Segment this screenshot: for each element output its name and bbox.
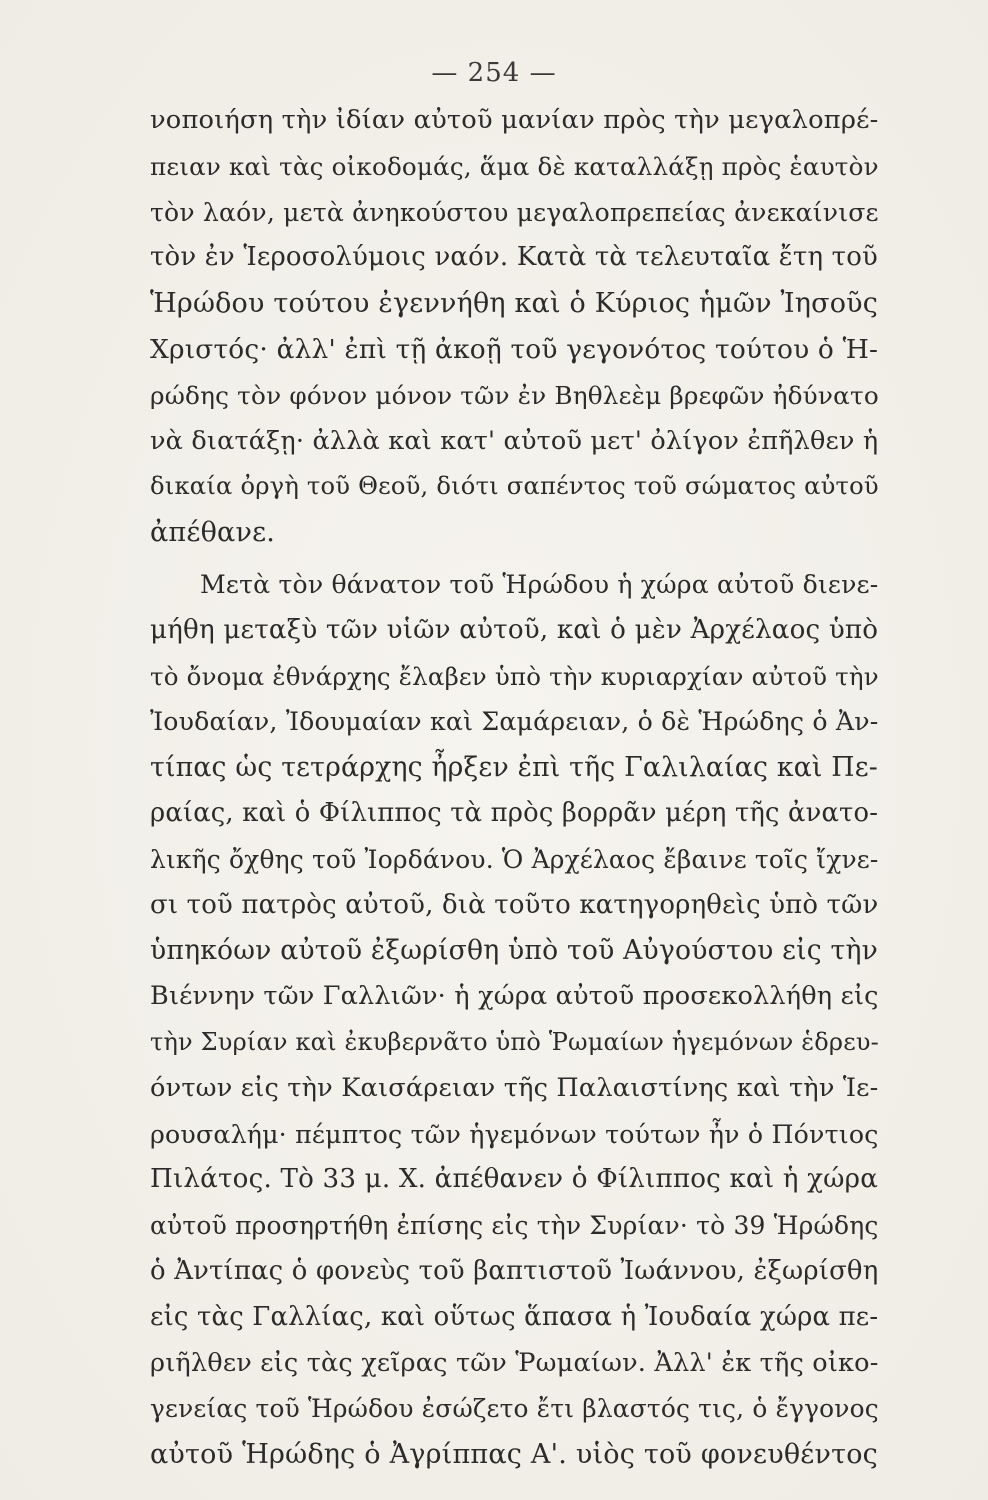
text-line: ὁ Ἀντίπας ὁ φονεὺς τοῦ βαπτιστοῦ Ἰωάννου, ἐξωρίσθη (150, 1255, 879, 1286)
text-line: Ἡρώδου τούτου ἐγεννήθη καὶ ὁ Κύριος ἡμῶν Ἰησοῦς (150, 288, 878, 320)
text-line: ρώδης τὸν φόνον μόνον τῶν ἐν Βηθλεὲμ βρεφῶν ἠδύνατο (150, 380, 879, 410)
text-line: τὴν Συρίαν καὶ ἐκυβερνᾶτο ὑπὸ Ῥωμαίων ἡγεμόνων ἑδρευ- (150, 1027, 879, 1056)
text-line: γενείας τοῦ Ἡρώδου ἐσώζετο ἔτι βλαστός τις, ὁ ἔγγονος (150, 1394, 879, 1424)
text-line: όντων εἰς τὴν Καισάρειαν τῆς Παλαιστίνης καὶ τὴν Ἱε- (150, 1072, 879, 1103)
body-text (150, 98, 878, 1478)
text-line: ὑπηκόων αὐτοῦ ἐξωρίσθη ὑπὸ τοῦ Αὐγούστου εἰς τὴν (150, 935, 878, 967)
text-line: Χριστός· ἀλλ' ἐπὶ τῇ ἀκοῇ τοῦ γεγονότος τούτου ὁ Ἡ- (150, 333, 879, 365)
text-line: Πιλάτος. Τὸ 33 μ. Χ. ἀπέθανεν ὁ Φίλιππος καὶ ἡ χώρα (150, 1164, 879, 1195)
text-line: τὸν λαόν, μετὰ ἀνηκούστου μεγαλοπρεπείας ἀνεκαίνισε (150, 197, 879, 227)
page-number: — 254 — (431, 58, 557, 88)
text-line: ἀπέθανε. (150, 517, 276, 549)
text-line: σι τοῦ πατρὸς αὐτοῦ, διὰ τοῦτο κατηγορηθεὶς ὑπὸ τῶν (150, 889, 879, 920)
text-line: τὸ ὄνομα ἐθνάρχης ἔλαβεν ὑπὸ τὴν κυριαρχίαν αὐτοῦ τὴν (150, 661, 879, 691)
paragraph (150, 98, 878, 556)
text-line: αὐτοῦ Ἡρώδης ὁ Ἀγρίππας Α'. υἱὸς τοῦ φονευθέντος (150, 1439, 878, 1471)
text-line: πειαν καὶ τὰς οἰκοδομάς, ἅμα δὲ καταλλάξῃ πρὸς ἑαυτὸν (150, 151, 879, 181)
text-line: μήθη μεταξὺ τῶν υἱῶν αὐτοῦ, καὶ ὁ μὲν Ἀρχέλαος ὑπὸ (150, 614, 879, 645)
text-line: ριῆλθεν εἰς τὰς χεῖρας τῶν Ῥωμαίων. Ἀλλ' ἐκ τῆς οἰκο- (150, 1347, 879, 1378)
text-line: Μετὰ τὸν θάνατον τοῦ Ἡρώδου ἡ χώρα αὐτοῦ διενε- (200, 569, 879, 599)
text-line: Ἰουδαίαν, Ἰδουμαίαν καὶ Σαμάρειαν, ὁ δὲ Ἡρώδης ὁ Ἀν- (150, 707, 879, 737)
text-line: νὰ διατάξῃ· ἀλλὰ καὶ κατ' αὐτοῦ μετ' ὀλίγον ἐπῆλθεν ἡ (150, 425, 879, 456)
text-line: τίπας ὡς τετράρχης ἦρξεν ἐπὶ τῆς Γαλιλαίας καὶ Πε- (150, 752, 878, 784)
text-line: λικῆς ὄχθης τοῦ Ἰορδάνου. Ὁ Ἀρχέλαος ἔβαινε τοῖς ἴχνε- (150, 844, 879, 874)
text-line: αὐτοῦ προσηρτήθη ἐπίσης εἰς τὴν Συρίαν· τὸ 39 Ἡρώδης (150, 1211, 879, 1241)
text-line: εἰς τὰς Γαλλίας, καὶ οὕτως ἅπασα ἡ Ἰουδαία χώρα πε- (150, 1301, 879, 1332)
text-line: δικαία ὀργὴ τοῦ Θεοῦ, διότι σαπέντος τοῦ σώματος αὐτοῦ (150, 472, 879, 501)
text-line: ρουσαλήμ· πέμπτος τῶν ἡγεμόνων τούτων ἦν ὁ Πόντιος (150, 1119, 879, 1149)
text-line: ραίας, καὶ ὁ Φίλιππος τὰ πρὸς βορρᾶν μέρη τῆς ἀνατο- (150, 797, 879, 828)
text-line: τὸν ἐν Ἱεροσολύμοις ναόν. Κατὰ τὰ τελευταῖα ἔτη τοῦ (150, 242, 878, 273)
text-line: Βιέννην τῶν Γαλλιῶν· ἡ χώρα αὐτοῦ προσεκολλήθη εἰς (150, 981, 879, 1012)
text-line: νοποιήση τὴν ἰδίαν αὐτοῦ μανίαν πρὸς τὴν μεγαλοπρέ- (150, 105, 879, 135)
paragraph (150, 562, 878, 1478)
